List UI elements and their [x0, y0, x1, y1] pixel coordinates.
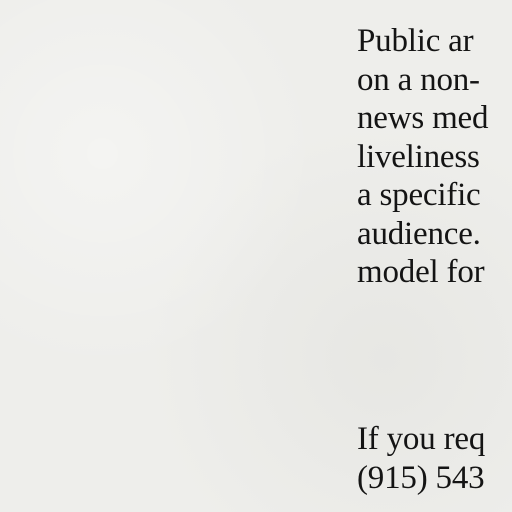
text-line: audience. — [357, 215, 481, 252]
paragraph-1 — [357, 22, 488, 292]
text-line: on a non- — [357, 61, 480, 98]
text-line: liveliness — [357, 138, 480, 175]
text-line: a specific — [357, 177, 481, 213]
text-line: Public ar — [357, 23, 474, 59]
paragraph-2 — [357, 420, 485, 497]
text-line: news med — [357, 100, 489, 136]
text-line: If you req — [357, 421, 486, 457]
text-line: (915) 543 — [357, 459, 485, 496]
text-line: model for — [357, 254, 485, 290]
text-column — [357, 0, 512, 512]
